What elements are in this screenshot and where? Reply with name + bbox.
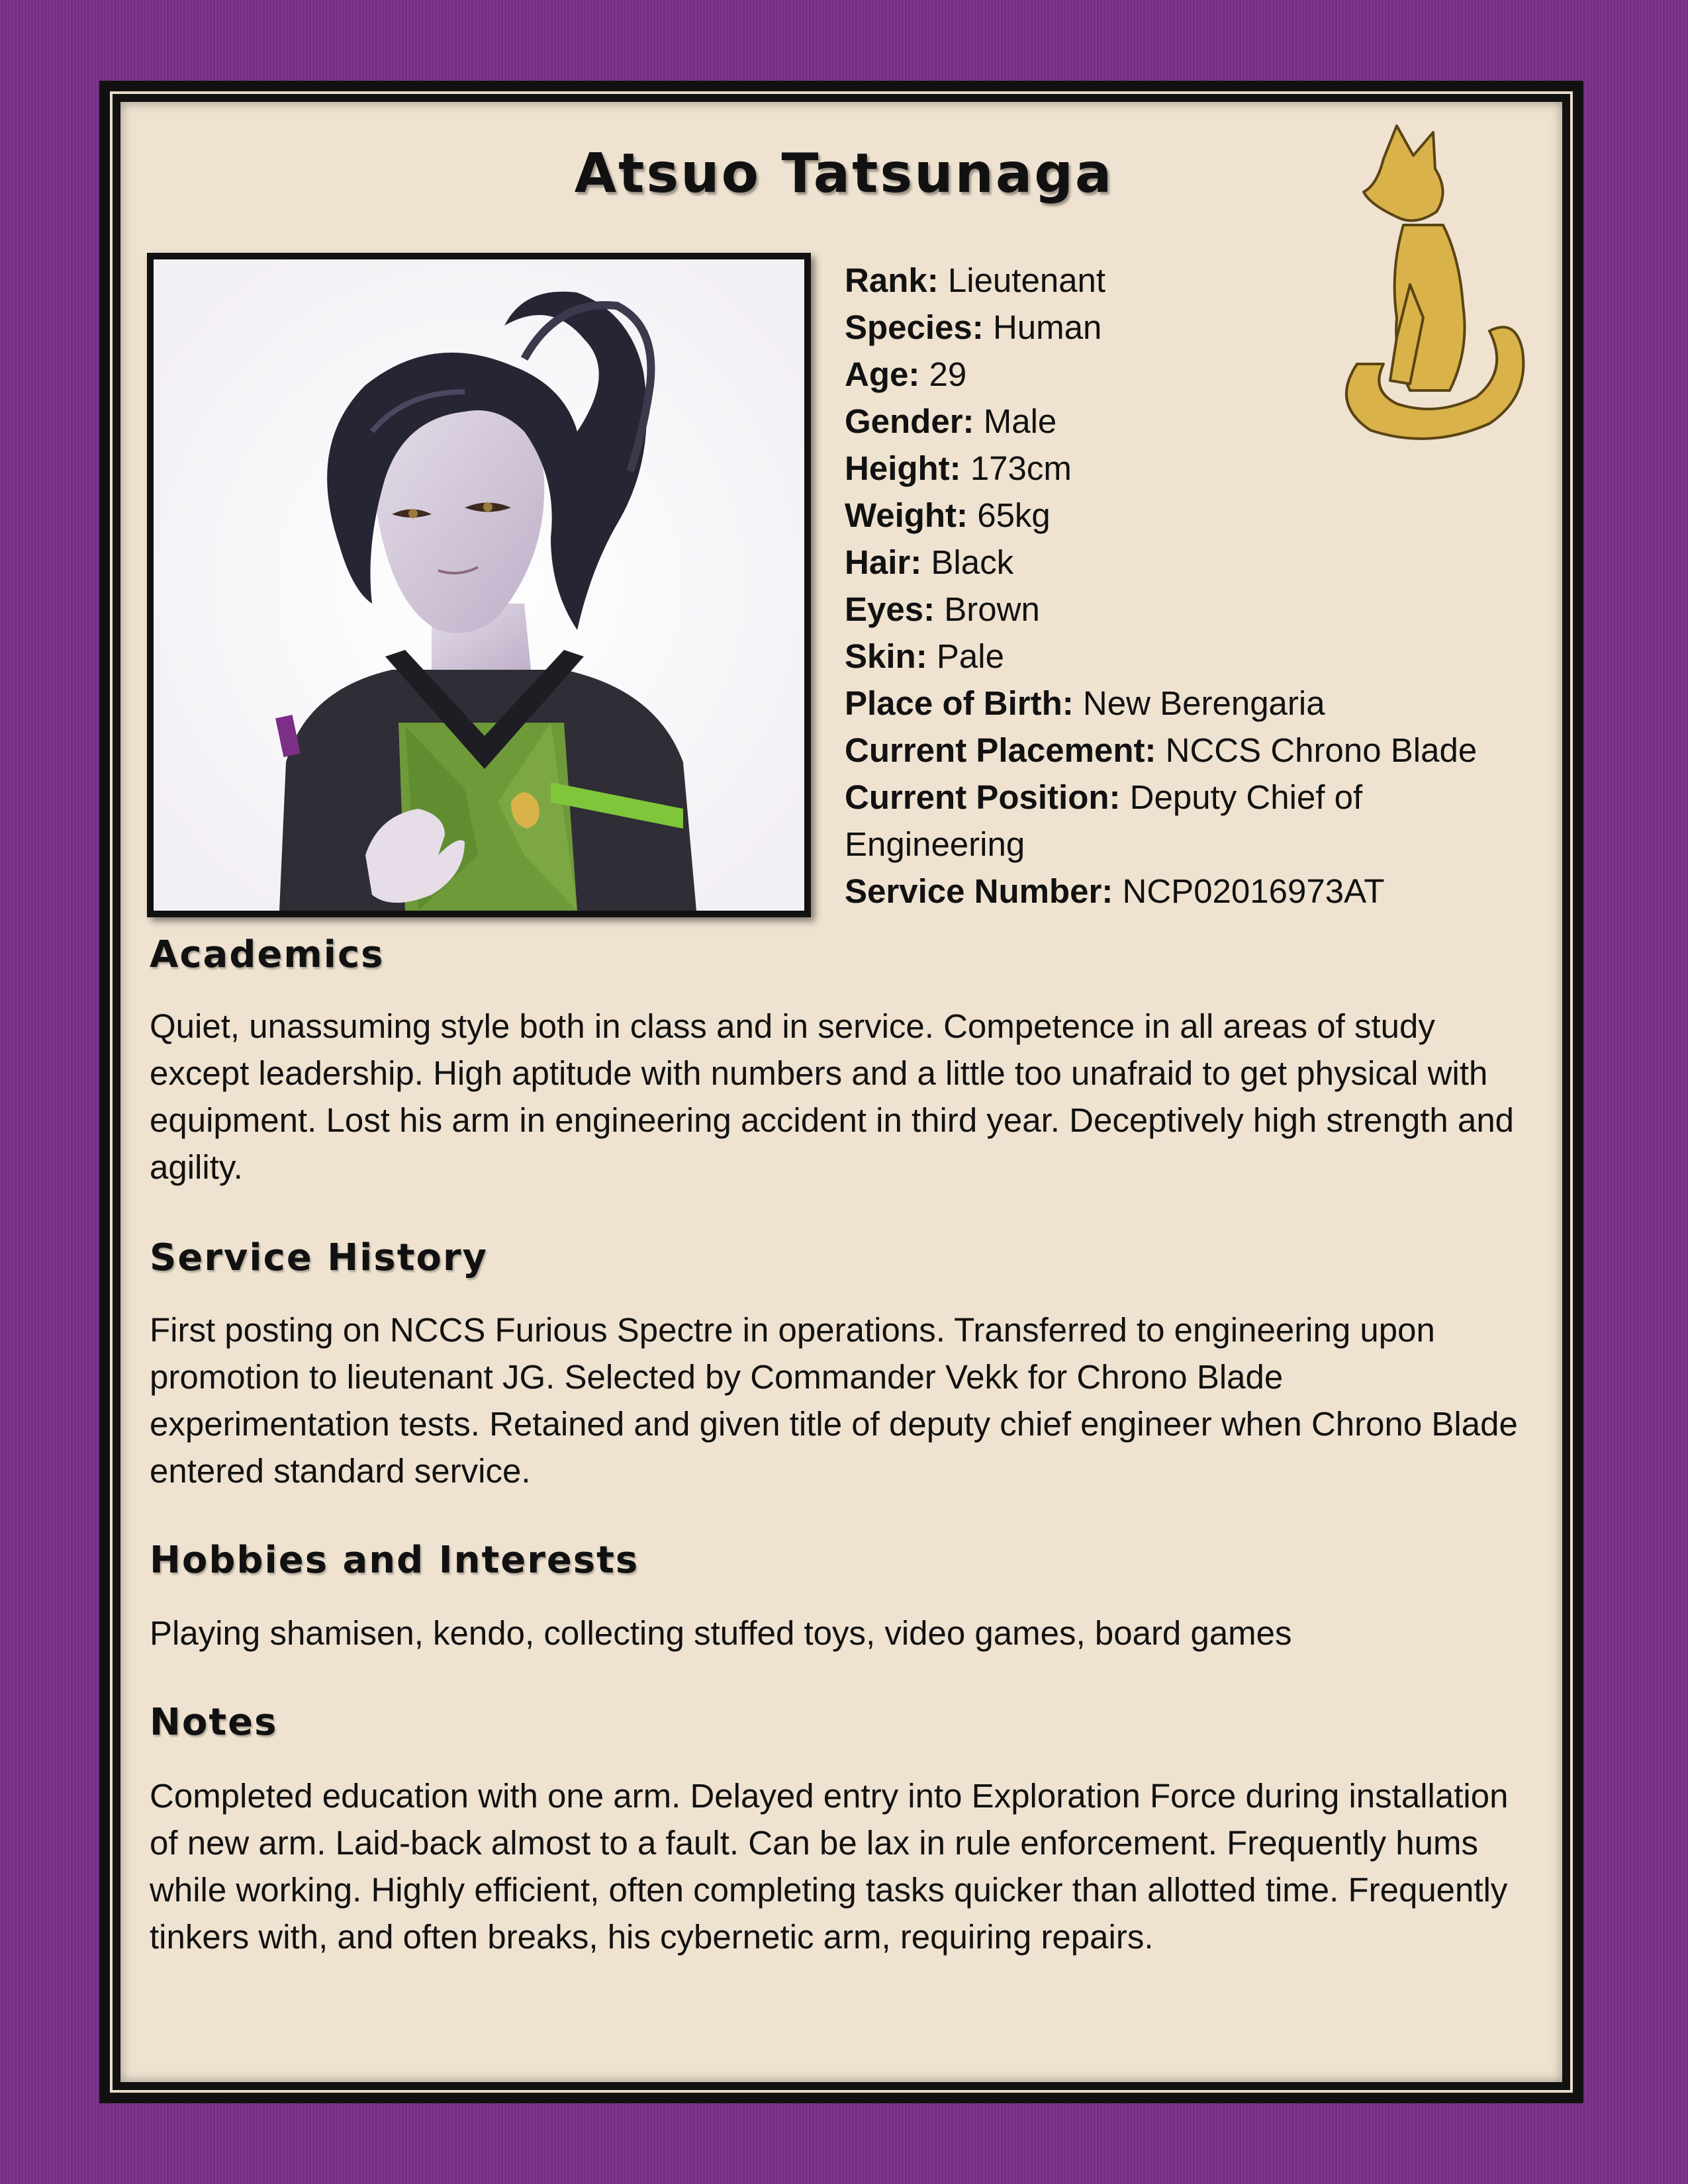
info-hair xyxy=(845,539,1507,586)
info-value: Black xyxy=(931,543,1014,581)
info-label: Weight: xyxy=(845,496,968,534)
info-value: NCCS Chrono Blade xyxy=(1165,731,1477,769)
section-title-service-history: Service History xyxy=(150,1236,489,1279)
info-skin xyxy=(845,633,1507,680)
info-label: Current Placement: xyxy=(845,731,1156,769)
info-height xyxy=(845,445,1507,492)
info-label: Height: xyxy=(845,449,961,487)
info-value: Deputy Chief of Engineering xyxy=(845,778,1363,863)
info-current-position xyxy=(845,774,1507,868)
section-body-notes: Completed education with one arm. Delayed entry into Exploration Force during installation of new arm. Laid-back almost to a fault. Can be lax in rule enforcement. Frequently hums while working. Highly efficient, often completing tasks quicker than allotted time. Frequently tinkers with, and often breaks, his cybernetic arm, requiring repairs. xyxy=(150,1777,1509,1956)
section-body-academics: Quiet, unassuming style both in class and in service. Competence in all areas of study except leadership. High aptitude with numbers and a little too unafraid to get physical with equipment. Lost his arm in engineering accident in third year. Deceptively high strength and agility. xyxy=(150,1007,1515,1186)
info-value: 173cm xyxy=(970,449,1072,487)
character-info-list xyxy=(845,257,1507,915)
section-body-hobbies: Playing shamisen, kendo, collecting stuffed toys, video games, board games xyxy=(150,1614,1292,1652)
info-label: Rank: xyxy=(845,261,939,299)
info-label: Service Number: xyxy=(845,872,1113,910)
info-rank xyxy=(845,257,1507,304)
info-value: 65kg xyxy=(977,496,1051,534)
info-label: Hair: xyxy=(845,543,922,581)
info-value: New Berengaria xyxy=(1082,684,1325,722)
portrait-illustration xyxy=(154,259,804,911)
info-service-number xyxy=(845,868,1507,915)
info-value: Human xyxy=(992,308,1102,346)
info-value: 29 xyxy=(929,355,967,393)
character-portrait xyxy=(147,253,811,917)
info-value: Pale xyxy=(936,637,1004,675)
info-value: Male xyxy=(983,402,1057,440)
info-label: Place of Birth: xyxy=(845,684,1074,722)
info-label: Age: xyxy=(845,355,920,393)
section-title-academics: Academics xyxy=(150,933,385,976)
info-value: Brown xyxy=(944,590,1040,628)
info-gender xyxy=(845,398,1507,445)
info-label: Gender: xyxy=(845,402,974,440)
info-label: Skin: xyxy=(845,637,927,675)
info-current-placement xyxy=(845,727,1507,774)
section-title-notes: Notes xyxy=(150,1701,278,1744)
info-weight xyxy=(845,492,1507,539)
info-label: Eyes: xyxy=(845,590,935,628)
info-species xyxy=(845,304,1507,351)
section-body-service-history: First posting on NCCS Furious Spectre in operations. Transferred to engineering upon promotion to lieutenant JG. Selected by Commander Vekk for Chrono Blade experimentation tests. Retained and given title of deputy chief engineer when Chrono Blade entered standard service. xyxy=(150,1311,1518,1490)
section-title-hobbies: Hobbies and Interests xyxy=(150,1539,639,1582)
info-value: Lieutenant xyxy=(947,261,1106,299)
info-place-of-birth xyxy=(845,680,1507,727)
page-title: Atsuo Tatsunaga xyxy=(574,142,1114,205)
info-eyes xyxy=(845,586,1507,633)
info-value: NCP02016973AT xyxy=(1122,872,1385,910)
info-age xyxy=(845,351,1507,398)
info-label: Species: xyxy=(845,308,984,346)
info-label: Current Position: xyxy=(845,778,1121,816)
